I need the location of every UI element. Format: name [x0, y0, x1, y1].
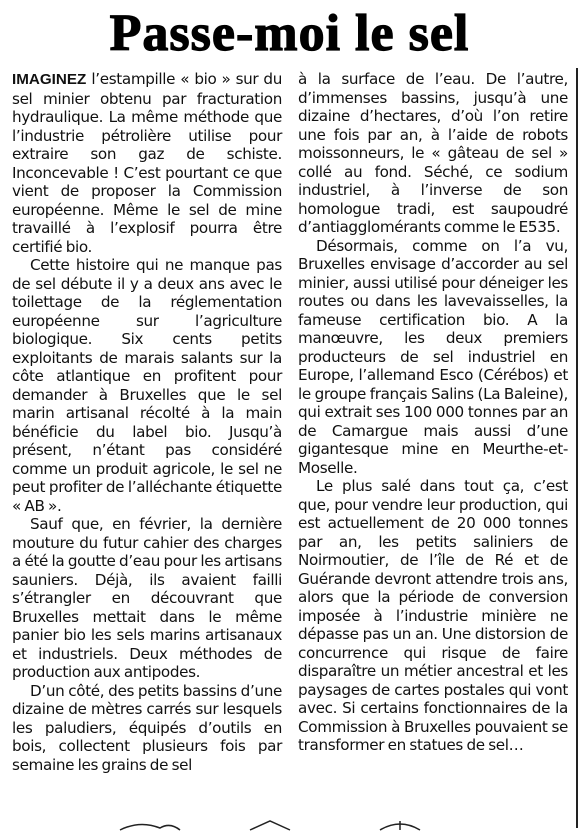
column-right [298, 70, 568, 774]
paragraph: Le plus salé dans tout ça, c’est que, pour vendre leur production, qui est actuellement de 20 000 tonnes par an, les petits saliniers de Noirmoutier, de l’île de Ré et de Guérande devront attendre trois ans, alors que la période de conversion imposée à l’industrie minière ne dépasse pas un an. Une distorsion de concurrence qui risque de faire disparaître un métier ancestral et les paysages de cartes postales qui vont avec. Si certains fonctionnaires de la Commission à Bruxelles pouvaient se transformer en statues de sel… [298, 477, 568, 754]
column-left [12, 70, 282, 774]
paragraph: D’un côté, des petits bassins d’une dizaine de mètres carrés sur lesquels les paludiers, équipés d’outils en bois, collectent plusieurs fois par semaine les grains de sel [12, 681, 282, 774]
paragraph: Désormais, comme on l’a vu, Bruxelles envisage d’accorder au sel minier, aussi utilisé pour déneiger les routes ou dans les lavevaisselles, la fameuse certification bio. A la manœuvre, les deux premiers producteurs de sel industriel en Europe, l’allemand Esco (Cérébos) et le groupe français Salins (La Baleine), qui extrait ses 100 000 tonnes par an de Camargue mais aussi d’une gigantesque mine en Meurthe-et-Moselle. [298, 236, 568, 477]
article-title: Passe-moi le sel [109, 5, 470, 62]
paragraph: à la surface de l’eau. De l’autre, d’immenses bassins, jusqu’à une dizaine d’hectares, d’où l’on retire une fois par an, à l’aide de robots moissonneurs, le « gâteau de sel » collé au fond. Séché, ce sodium industriel, à l’inverse de son homologue tradi, est saupoudré d’antiagglomérants comme le E535. [298, 70, 568, 236]
paragraph: Sauf que, en février, la dernière mouture du futur cahier des charges a été la goutte d’eau pour les artisans sauniers. Déjà, ils avaient failli s’étrangler en découvrant que Bruxelles mettait dans le même panier bio les sels marins artisanaux et industriels. Deux méthodes de production aux antipodes. [12, 515, 282, 681]
right-border-rule [576, 68, 578, 828]
paragraph: Cette histoire qui ne manque pas de sel débute il y a deux ans avec le toilettage de la réglementation européenne sur l’agriculture biologique. Six cents petits exploitants de marais salants sur la côte atlantique en profitent pour demander à Bruxelles que le sel marin artisanal récolté à la main bénéficie du label bio. Jusqu’à présent, n’étant pas considéré comme un produit agricole, le sel ne peut profiter de l’alléchante étiquette « AB ». [12, 256, 282, 515]
cartoon-fragment-icon [100, 818, 500, 831]
paragraph [12, 70, 282, 256]
lead-word: IMAGINEZ [12, 71, 87, 88]
article-body [12, 70, 568, 774]
paragraph-text: l’estampille « bio » sur du sel minier obtenu par fracturation hydraulique. La même méthode que l’industrie pétrolière utilise pour extraire son gaz de schiste. Inconcevable ! C’est pourtant ce que vient de proposer la Commission européenne. Même le sel de mine travaillé à l’explosif pourra être certifié bio. [12, 70, 282, 256]
